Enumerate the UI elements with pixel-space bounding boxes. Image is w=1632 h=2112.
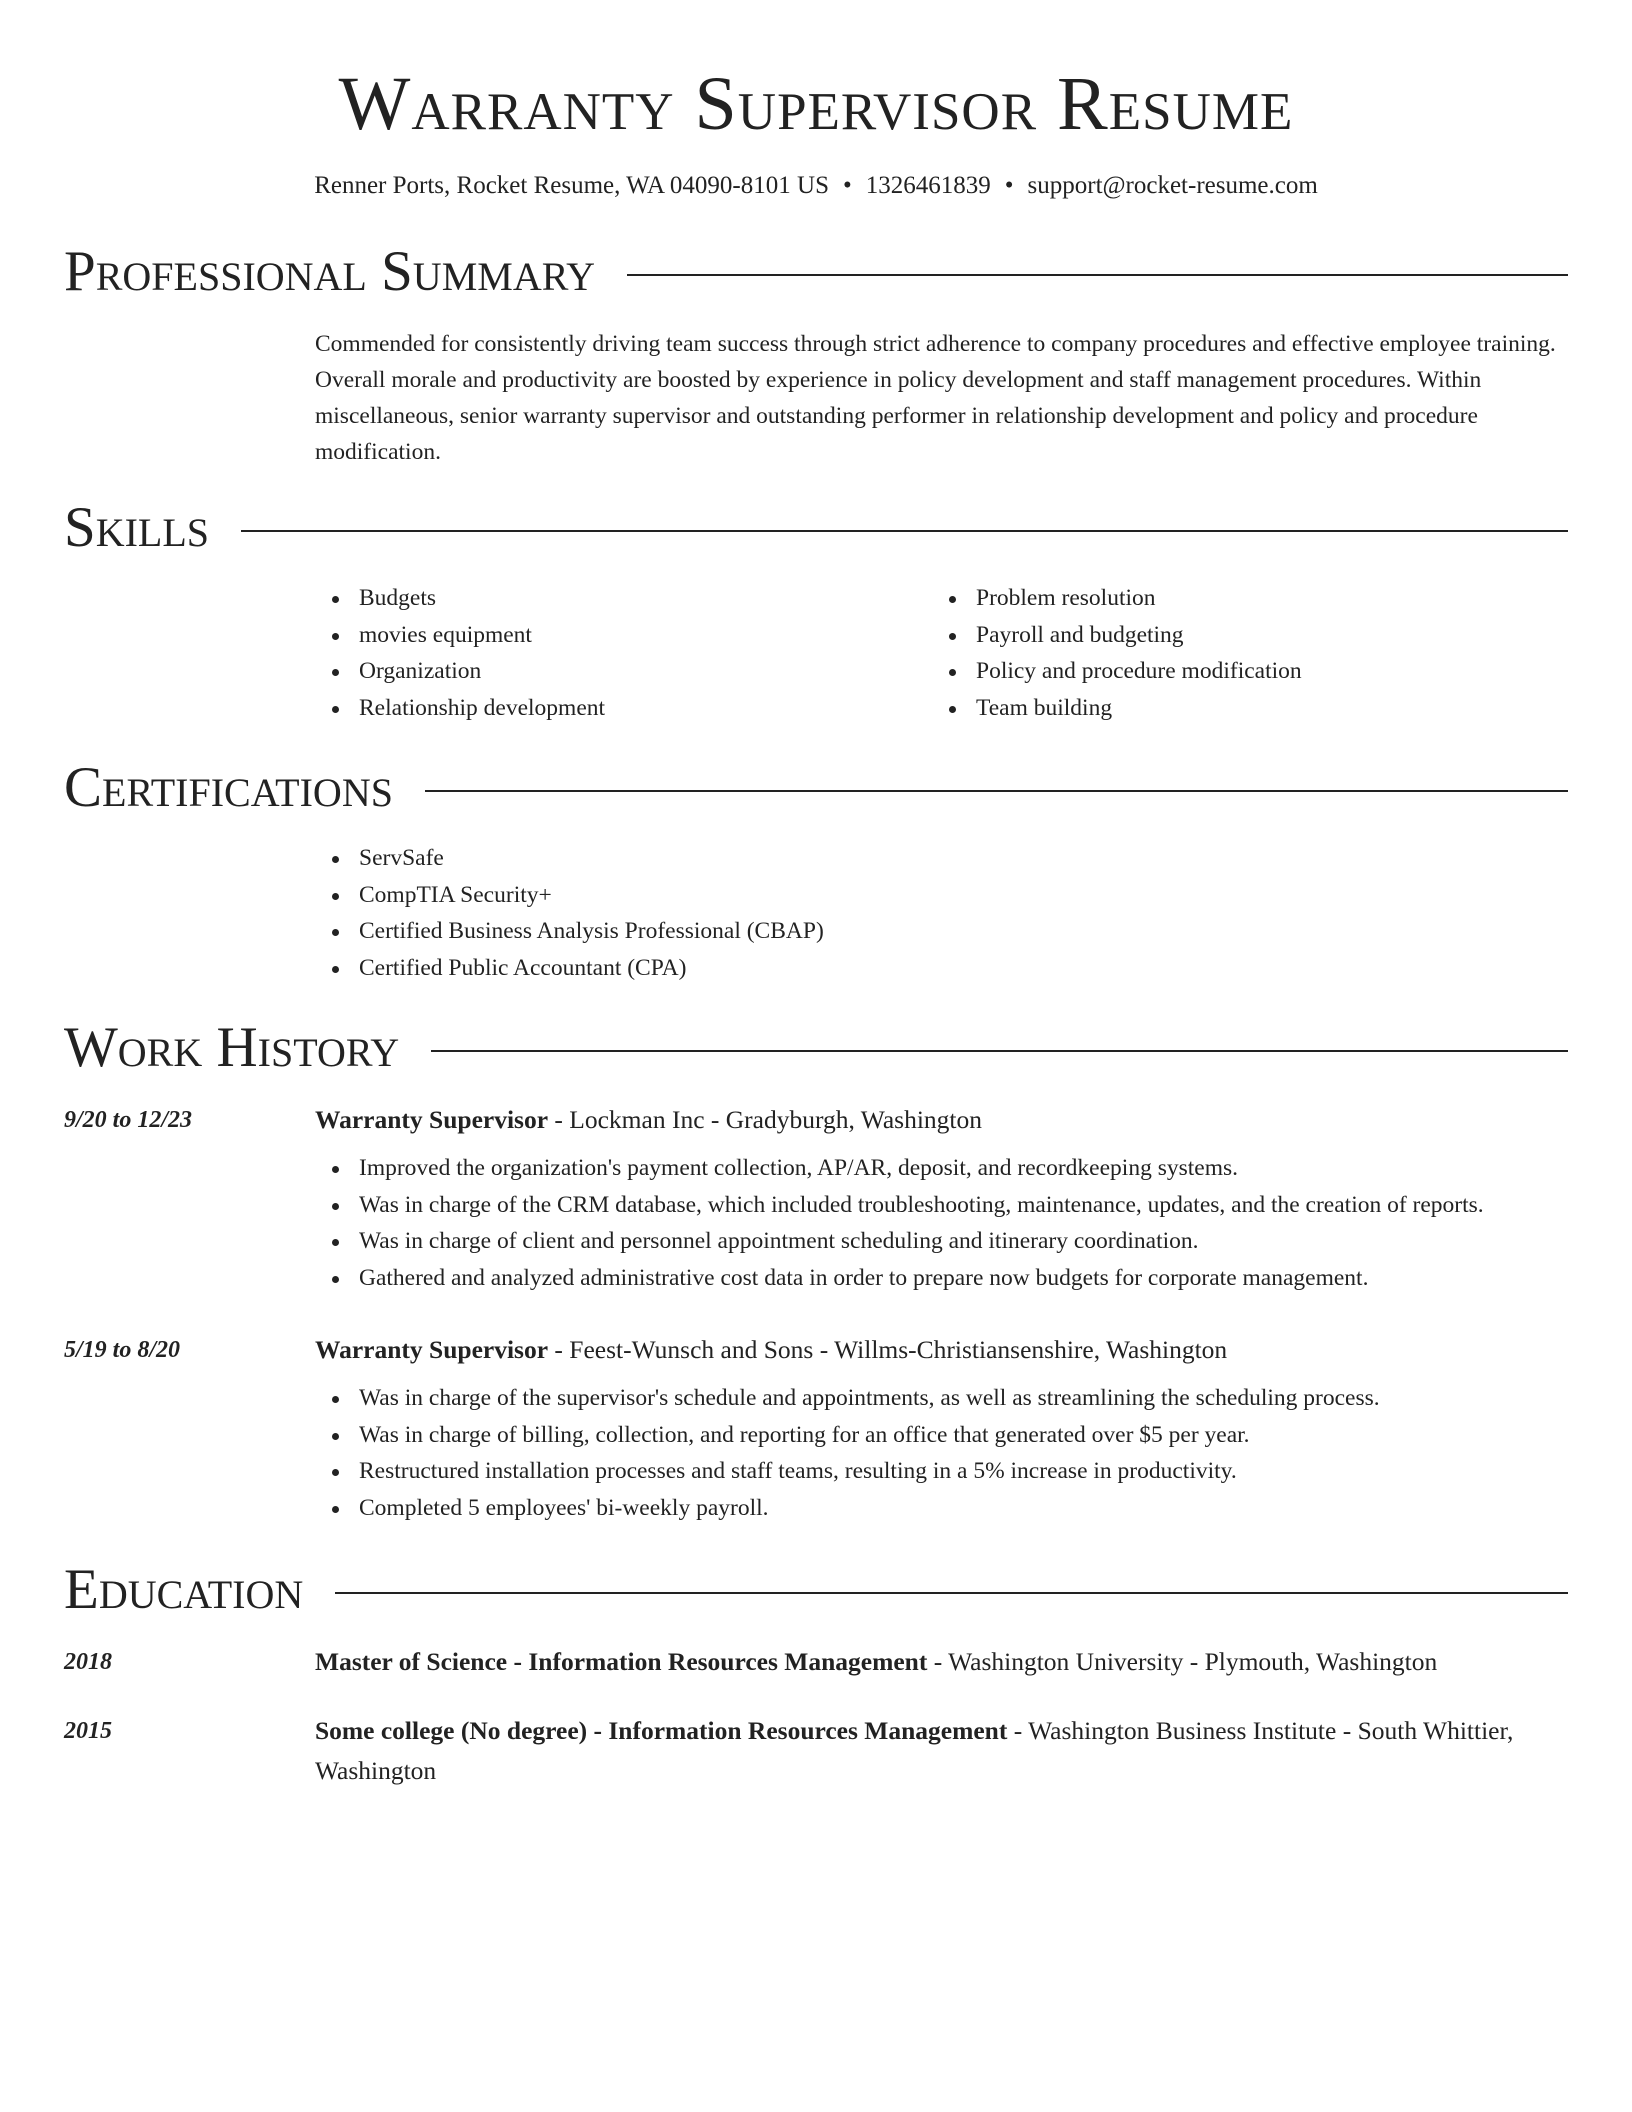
- job-bullet: Was in charge of the supervisor's schedule and appointments, as well as streamlining the scheduling process.: [315, 1380, 1568, 1417]
- skills-right-column: [932, 580, 1549, 726]
- job-bullet: Was in charge of the CRM database, which included troubleshooting, maintenance, updates, and the creation of reports.: [315, 1187, 1568, 1224]
- job-bullet: Gathered and analyzed administrative cost data in order to prepare now budgets for corporate management.: [315, 1260, 1568, 1297]
- education-degree: Master of Science - Information Resources Management: [315, 1647, 928, 1676]
- job-company: - Lockman Inc - Gradyburgh, Washington: [548, 1105, 982, 1134]
- education-year: 2018: [64, 1649, 112, 1675]
- education-header: [64, 1550, 1568, 1630]
- job-bullet: Was in charge of billing, collection, and reporting for an office that generated over $5 per year.: [315, 1417, 1568, 1454]
- contact-address: Renner Ports, Rocket Resume, WA 04090-8101 US: [314, 172, 829, 199]
- skill-item: Problem resolution: [932, 580, 1549, 617]
- contact-email: support@rocket-resume.com: [1027, 172, 1318, 199]
- education-year: 2015: [64, 1718, 112, 1744]
- job-bullets: [315, 1150, 1568, 1296]
- education-heading: [315, 1711, 1568, 1791]
- contact-line: [64, 170, 1568, 202]
- education-heading: [315, 1642, 1568, 1682]
- work-history-section: [64, 1008, 1568, 1526]
- summary-text: Commended for consistently driving team success through strict adherence to company procedures and effective employee training. Overall morale and productivity are boosted by experience in policy development and staff management procedures. Within miscellaneous, senior warranty supervisor and outstanding performer in relationship development and policy and procedure modification.: [315, 331, 1556, 465]
- skill-item: Policy and procedure modification: [932, 653, 1549, 690]
- job-role: Warranty Supervisor: [315, 1105, 549, 1134]
- job-bullet: Was in charge of client and personnel appointment scheduling and itinerary coordination.: [315, 1223, 1568, 1260]
- certification-item: Certified Public Accountant (CPA): [315, 950, 1568, 987]
- job-heading: [315, 1100, 1568, 1140]
- skills-header: [64, 488, 1568, 568]
- job-bullets: [315, 1380, 1568, 1526]
- skill-item: movies equipment: [315, 617, 932, 654]
- education-section: [64, 1550, 1568, 1791]
- job-entry: [64, 1330, 1568, 1526]
- skills-grid: [315, 580, 1568, 726]
- summary-section: [64, 232, 1568, 470]
- section-title: Education: [64, 1558, 304, 1621]
- skill-item: Payroll and budgeting: [932, 617, 1549, 654]
- section-divider: [335, 1592, 1568, 1594]
- education-degree: Some college (No degree) - Information Resources Management: [315, 1716, 1008, 1745]
- certifications-section: [64, 748, 1568, 986]
- contact-separator: •: [1004, 172, 1014, 199]
- contact-separator: •: [842, 172, 852, 199]
- education-entry: [64, 1711, 1568, 1791]
- education-school: - Washington University - Plymouth, Washington: [927, 1647, 1438, 1676]
- section-title: Skills: [64, 496, 210, 559]
- section-divider: [431, 1050, 1568, 1052]
- section-divider: [627, 274, 1568, 276]
- certification-item: ServSafe: [315, 840, 1568, 877]
- section-divider: [425, 790, 1568, 792]
- skill-item: Relationship development: [315, 690, 932, 727]
- section-divider: [241, 530, 1568, 532]
- section-title: Work History: [64, 1016, 400, 1079]
- skill-item: Budgets: [315, 580, 932, 617]
- skills-left-column: [315, 580, 932, 726]
- certification-item: Certified Business Analysis Professional (CBAP): [315, 913, 1568, 950]
- certification-item: CompTIA Security+: [315, 877, 1568, 914]
- resume-title: Warranty Supervisor Resume: [338, 62, 1294, 146]
- skill-item: Organization: [315, 653, 932, 690]
- job-role: Warranty Supervisor: [315, 1335, 549, 1364]
- job-bullet: Improved the organization's payment collection, AP/AR, deposit, and recordkeeping systems.: [315, 1150, 1568, 1187]
- job-dates: 9/20 to 12/23: [64, 1107, 193, 1133]
- certifications-list: [315, 840, 1568, 986]
- summary-header: [64, 232, 1568, 312]
- skills-section: [64, 488, 1568, 726]
- job-heading: [315, 1330, 1568, 1370]
- job-entry: [64, 1100, 1568, 1296]
- job-bullet: Completed 5 employees' bi-weekly payroll.: [315, 1490, 1568, 1527]
- education-entry: [64, 1642, 1568, 1682]
- job-dates: 5/19 to 8/20: [64, 1337, 181, 1363]
- contact-phone: 1326461839: [865, 172, 991, 199]
- work-history-header: [64, 1008, 1568, 1088]
- certifications-header: [64, 748, 1568, 828]
- section-title: Professional Summary: [64, 240, 596, 303]
- section-title: Certifications: [64, 756, 393, 819]
- job-bullet: Restructured installation processes and staff teams, resulting in a 5% increase in productivity.: [315, 1453, 1568, 1490]
- education-school: - Washington Business Institute - South Whittier, Washington: [315, 1716, 1514, 1785]
- skill-item: Team building: [932, 690, 1549, 727]
- job-company: - Feest-Wunsch and Sons - Willms-Christiansenshire, Washington: [548, 1335, 1228, 1364]
